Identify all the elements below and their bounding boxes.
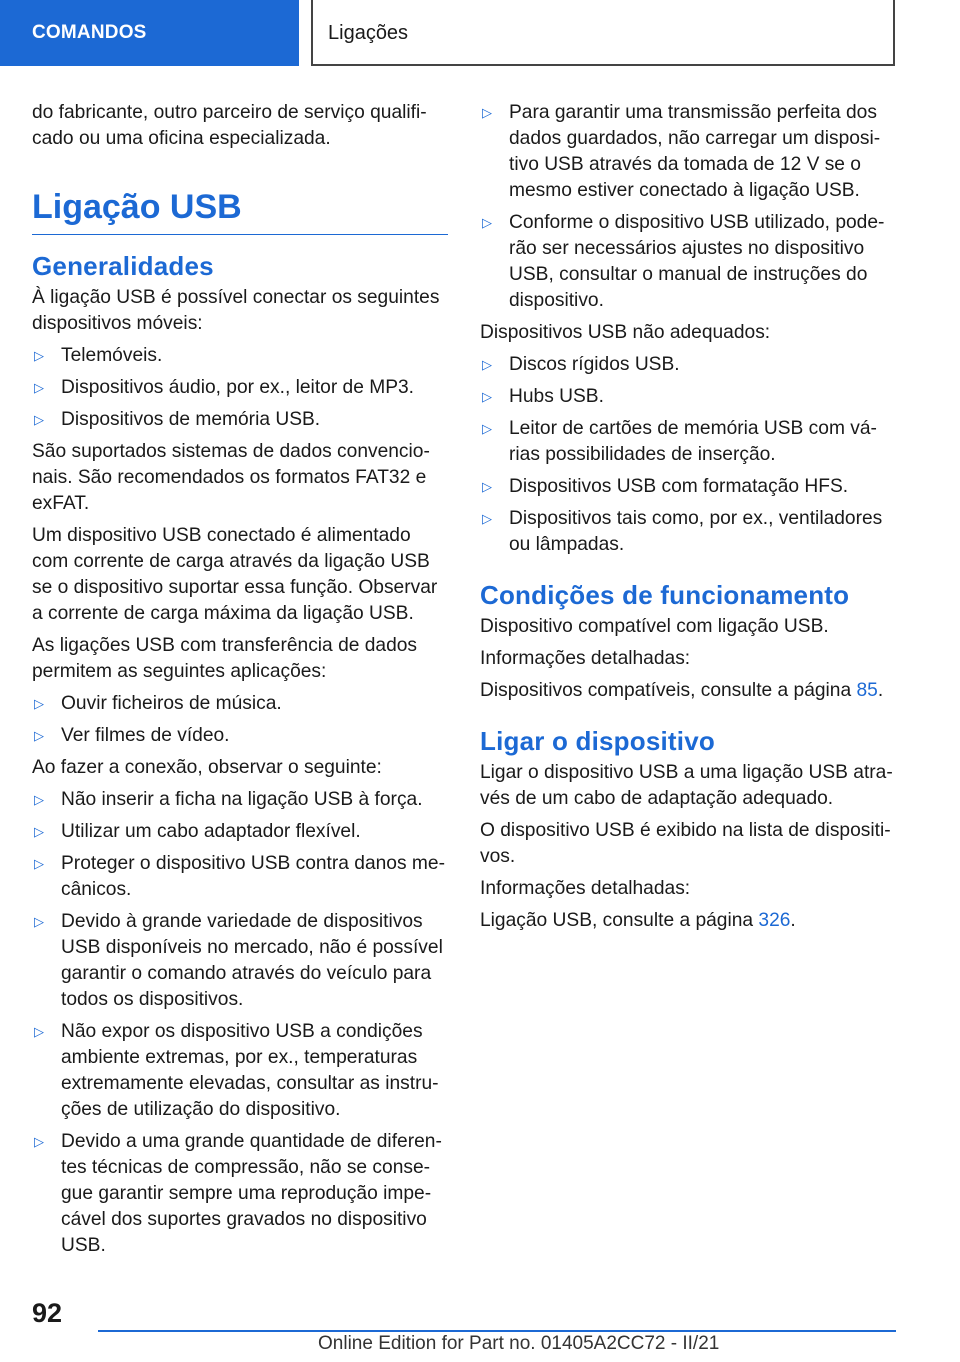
footer-divider — [98, 1330, 896, 1332]
triangle-bullet-icon: ▷ — [34, 696, 44, 711]
triangle-bullet-icon: ▷ — [34, 914, 44, 929]
triangle-bullet-icon: ▷ — [482, 357, 492, 372]
triangle-bullet-icon: ▷ — [482, 511, 492, 526]
unsuitable-devices-list — [480, 352, 896, 558]
list-item: ▷ Dispositivos áudio, por ex., leitor de MP3. — [32, 375, 448, 401]
list-item: ▷ Ver filmes de vídeo. — [32, 723, 448, 749]
list-item: ▷ Devido a uma grande quantidade de diferentes técnicas de compressão, não se consegue garantir sempre uma reprodução impecável dos suportes gravados no dispositivo USB. — [34, 1131, 442, 1256]
paragraph: À ligação USB é possível conectar os seguintes dispositivos móveis: — [32, 287, 440, 334]
triangle-bullet-icon: ▷ — [34, 412, 44, 427]
list-item: ▷ Telemóveis. — [32, 343, 448, 369]
section-title: Ligação USB — [32, 182, 448, 235]
paragraph-with-link: Dispositivos compatíveis, consulte a página 85. — [480, 680, 884, 701]
paragraph: Dispositivo compatível com ligação USB. — [480, 616, 829, 637]
paragraph: Informações detalhadas: — [480, 878, 691, 899]
right-column — [480, 100, 896, 940]
list-item: ▷ Dispositivos USB com formatação HFS. — [480, 474, 896, 500]
paragraph: Informações detalhadas: — [480, 648, 691, 669]
triangle-bullet-icon: ▷ — [482, 421, 492, 436]
device-list — [32, 343, 448, 433]
list-item: ▷ Utilizar um cabo adaptador flexível. — [32, 819, 448, 845]
list-item: ▷ Ouvir ficheiros de música. — [32, 691, 448, 717]
list-item: ▷ Devido à grande variedade de dispositivos USB disponíveis no mercado, não é possível garantir o comando através do veículo para todos os dispositivos. — [34, 911, 443, 1010]
edition-footer: Online Edition for Part no. 01405A2CC72 - II/21 — [318, 1333, 720, 1354]
subsection-title-connect: Ligar o dispositivo — [480, 726, 715, 756]
paragraph: Ao fazer a conexão, observar o seguinte: — [32, 757, 382, 778]
triangle-bullet-icon: ▷ — [34, 728, 44, 743]
list-item: ▷ Para garantir uma transmissão perfeita dos dados guardados, não carregar um dispositivo USB através da tomada de 12 V se o mesmo estiver conectado à ligação USB. — [482, 102, 881, 201]
page-link-326[interactable]: 326 — [758, 910, 791, 931]
paragraph-with-link: Ligação USB, consulte a página 326. — [480, 910, 796, 931]
page-title-tab: Ligações — [311, 0, 895, 66]
paragraph: São suportados sistemas de dados convencionais. São recomendados os formatos FAT32 e exFAT. — [32, 441, 430, 514]
triangle-bullet-icon: ▷ — [482, 479, 492, 494]
triangle-bullet-icon: ▷ — [34, 824, 44, 839]
subsection-title: Generalidades — [32, 251, 214, 281]
page-header — [0, 0, 960, 66]
triangle-bullet-icon: ▷ — [482, 105, 492, 120]
list-item: ▷ Dispositivos tais como, por ex., ventiladores ou lâmpadas. — [482, 508, 883, 555]
triangle-bullet-icon: ▷ — [34, 348, 44, 363]
usb-tips-list — [480, 100, 896, 314]
triangle-bullet-icon: ▷ — [34, 856, 44, 871]
paragraph: Dispositivos USB não adequados: — [480, 322, 771, 343]
triangle-bullet-icon: ▷ — [34, 380, 44, 395]
triangle-bullet-icon: ▷ — [34, 792, 44, 807]
list-item: ▷ Não expor os dispositivo USB a condições ambiente extremas, por ex., temperaturas extremamente elevadas, consultar as instruções de utilização do dispositivo. — [34, 1021, 439, 1120]
page-link-85[interactable]: 85 — [856, 680, 878, 701]
list-item: ▷ Leitor de cartões de memória USB com várias possibilidades de inserção. — [482, 418, 877, 465]
list-item: ▷ Não inserir a ficha na ligação USB à força. — [32, 787, 448, 813]
paragraph: Ligar o dispositivo USB a uma ligação USB através de um cabo de adaptação adequado. — [480, 762, 893, 809]
subsection-title-conditions: Condições de funcionamento — [480, 580, 850, 610]
triangle-bullet-icon: ▷ — [34, 1024, 44, 1039]
intro-paragraph: do fabricante, outro parceiro de serviço qualificado ou uma oficina especializada. — [32, 102, 427, 149]
list-item: ▷ Proteger o dispositivo USB contra danos mecânicos. — [34, 853, 445, 900]
triangle-bullet-icon: ▷ — [34, 1134, 44, 1149]
triangle-bullet-icon: ▷ — [482, 389, 492, 404]
paragraph: Um dispositivo USB conectado é alimentado com corrente de carga através da ligação USB se o dispositivo suportar essa função. Observar a corrente de carga máxima da ligação USB. — [32, 525, 438, 624]
list-item: ▷ Discos rígidos USB. — [480, 352, 896, 378]
page-number: 92 — [32, 1298, 63, 1328]
paragraph: As ligações USB com transferência de dados permitem as seguintes aplicações: — [32, 635, 418, 682]
application-list — [32, 691, 448, 749]
list-item: ▷ Conforme o dispositivo USB utilizado, poderão ser necessários ajustes no dispositivo USB, consultar o manual de instruções do dispositivo. — [482, 212, 885, 311]
left-column — [32, 100, 448, 1265]
section-tab[interactable]: COMANDOS — [0, 0, 299, 66]
list-item: ▷ Dispositivos de memória USB. — [32, 407, 448, 433]
paragraph: O dispositivo USB é exibido na lista de dispositivos. — [480, 820, 891, 867]
list-item: ▷ Hubs USB. — [480, 384, 896, 410]
triangle-bullet-icon: ▷ — [482, 215, 492, 230]
precaution-list — [32, 787, 448, 1259]
